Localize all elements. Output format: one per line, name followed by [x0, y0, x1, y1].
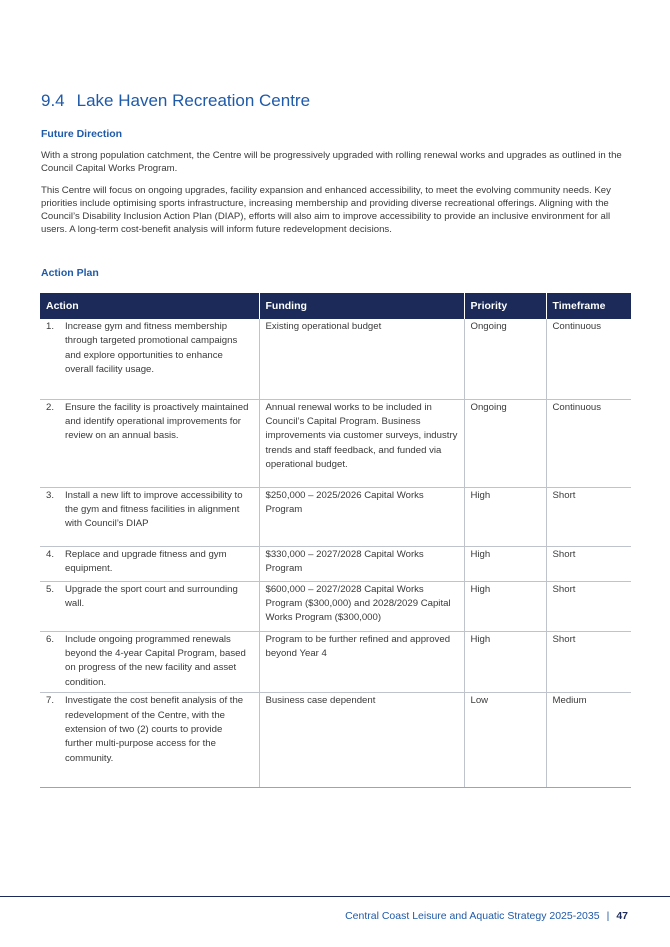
priority-cell: High — [464, 487, 546, 546]
action-text: Install a new lift to improve accessibility to the gym and fitness facilities in alignment with Council’s DIAP — [65, 489, 243, 530]
action-cell — [40, 546, 259, 581]
column-header-timeframe: Timeframe — [546, 293, 631, 319]
timeframe-cell: Short — [546, 631, 631, 693]
table-row — [40, 546, 631, 581]
timeframe-cell: Short — [546, 546, 631, 581]
action-text: Increase gym and fitness membership through targeted promotional campaigns and explore opportunities to enhance overall facility usage. — [65, 321, 238, 376]
priority-cell: High — [464, 546, 546, 581]
footer-separator: | — [606, 910, 610, 922]
action-number: 6. — [46, 633, 55, 645]
funding-cell: Business case dependent — [259, 693, 464, 788]
funding-cell: Program to be further refined and approved beyond Year 4 — [259, 631, 464, 693]
action-text: Investigate the cost benefit analysis of the redevelopment of the Centre, with the extension of two (2) courts to provide further multi-purpose access for the community. — [65, 695, 244, 764]
funding-cell: Annual renewal works to be included in Council’s Capital Program. Business improvements via customer surveys, industry trends and staff feedback, and funded via operational budget. — [259, 399, 464, 487]
priority-cell: Ongoing — [464, 319, 546, 399]
table-row — [40, 693, 631, 788]
table-row — [40, 631, 631, 693]
action-text: Upgrade the sport court and surrounding wall. — [65, 583, 238, 609]
section-title-text: Lake Haven Recreation Centre — [76, 91, 311, 110]
funding-cell: $600,000 – 2027/2028 Capital Works Program ($300,000) and 2028/2029 Capital Works Program ($300,000) — [259, 581, 464, 631]
action-number: 7. — [46, 695, 55, 707]
page-footer — [345, 910, 628, 922]
column-header-funding: Funding — [259, 293, 464, 319]
action-number: 3. — [46, 489, 55, 501]
action-number: 1. — [46, 321, 55, 332]
page-number: 47 — [616, 910, 628, 922]
column-header-priority: Priority — [464, 293, 546, 319]
action-plan-heading: Action Plan — [41, 267, 99, 279]
action-text: Ensure the facility is proactively maintained and identify operational improvements for review on an annual basis. — [65, 401, 249, 442]
funding-cell: $330,000 – 2027/2028 Capital Works Program — [259, 546, 464, 581]
timeframe-cell: Short — [546, 487, 631, 546]
action-number: 4. — [46, 548, 55, 560]
future-direction-paragraph-2: This Centre will focus on ongoing upgrades, facility expansion and enhanced accessibility, to meet the evolving community needs. Key priorities include optimising sports infrastructure, increasing membership and providing diverse recreational offerings. Aligning with the Council’s Disability Inclusion Action Plan (DIAP), efforts will also aim to improve accessibility to provide an inclusive environment for all users. A long-term cost-benefit analysis will inform future redevelopment decisions. — [41, 185, 611, 235]
table-row — [40, 487, 631, 546]
table-row — [40, 399, 631, 487]
action-cell — [40, 581, 259, 631]
timeframe-cell: Short — [546, 581, 631, 631]
future-direction-paragraph-1: With a strong population catchment, the Centre will be progressively upgraded with rolling renewal works and upgrades as outlined in the Council Capital Works Program. — [41, 150, 622, 174]
action-number: 2. — [46, 401, 55, 413]
priority-cell: High — [464, 631, 546, 693]
action-plan-table — [40, 293, 631, 788]
action-cell — [40, 399, 259, 487]
column-header-action: Action — [40, 293, 259, 319]
future-direction-heading: Future Direction — [41, 128, 123, 140]
section-number: 9.4 — [41, 91, 65, 110]
table-header-row — [40, 293, 631, 319]
action-cell — [40, 631, 259, 693]
action-number: 5. — [46, 583, 55, 595]
priority-cell: Low — [464, 693, 546, 788]
action-text: Include ongoing programmed renewals beyond the 4-year Capital Program, based on progress of the new facility and asset condition. — [65, 633, 246, 688]
table-row — [40, 581, 631, 631]
section-title — [41, 91, 310, 111]
action-cell — [40, 319, 259, 399]
table-row — [40, 319, 631, 399]
funding-cell: Existing operational budget — [259, 319, 464, 399]
action-cell — [40, 487, 259, 546]
action-text: Replace and upgrade fitness and gym equipment. — [65, 548, 227, 574]
timeframe-cell: Continuous — [546, 399, 631, 487]
footer-divider — [0, 896, 670, 897]
action-cell — [40, 693, 259, 788]
timeframe-cell: Medium — [546, 693, 631, 788]
funding-cell: $250,000 – 2025/2026 Capital Works Program — [259, 487, 464, 546]
priority-cell: High — [464, 581, 546, 631]
footer-document-title: Central Coast Leisure and Aquatic Strategy 2025-2035 — [345, 910, 600, 922]
priority-cell: Ongoing — [464, 399, 546, 487]
timeframe-cell: Continuous — [546, 319, 631, 399]
